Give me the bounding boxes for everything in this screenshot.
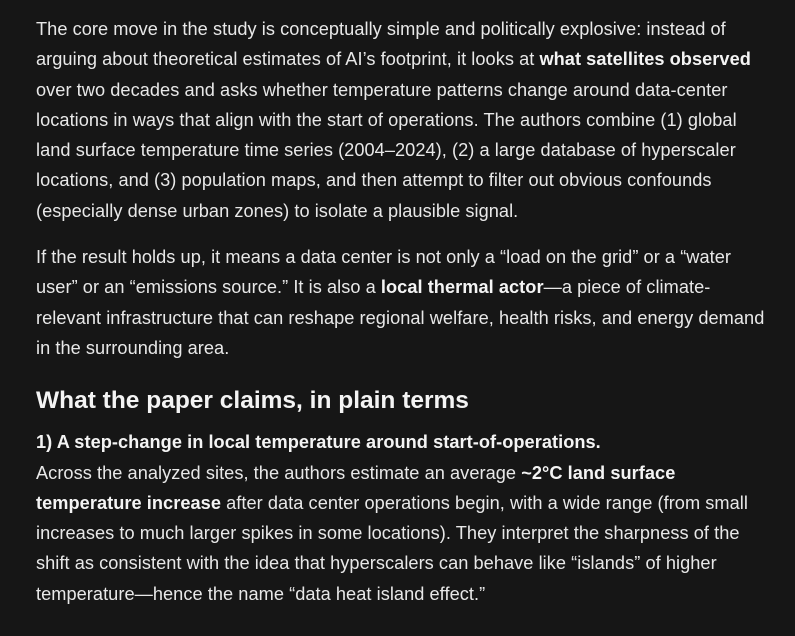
claim-1-heading: 1) A step-change in local temperature around start-of-operations. [36,432,601,453]
paragraph-text: Across the analyzed sites, the authors estimate an average [36,462,522,483]
paragraph-text: The core move in the study is conceptually simple and politically explosive: instead of arguing about theoretical estimates of AI’s footprint, it looks at [36,19,726,70]
emphasis-satellites-observed: what satellites observed [539,49,751,70]
paragraph-implications [36,242,766,363]
paragraph-text: —a piece of climate-relevant infrastructure that can reshape regional welfare, health risks, and energy demand in the surrounding area. [36,277,765,358]
paragraph-text: over two decades and asks whether temperature patterns change around data-center locations in ways that align with the start of operations. The authors combine (1) global land surface temperature time series (2004–2024), (2) a large database of hyperscaler locations, and (3) population maps, and then attempt to filter out obvious confounds (especially dense urban zones) to isolate a plausible signal. [36,79,737,221]
emphasis-temperature-increase: ~2°C land surface temperature increase [36,462,676,513]
paragraph-claim-1 [36,427,766,609]
paragraph-text: If the result holds up, it means a data center is not only a “load on the grid” or a “water user” or an “emissions source.” It is also a [36,247,732,298]
article-body [36,14,766,609]
paragraph-text: after data center operations begin, with a wide range (from small increases to much larger spikes in some locations). They interpret the sharpness of the shift as consistent with the idea that hyperscalers can behave like “islands” of higher temperature—hence the name “data heat island effect.” [36,492,748,604]
paragraph-study-method [36,14,766,226]
section-heading: What the paper claims, in plain terms [36,387,469,415]
emphasis-local-thermal-actor: local thermal actor [380,277,544,298]
